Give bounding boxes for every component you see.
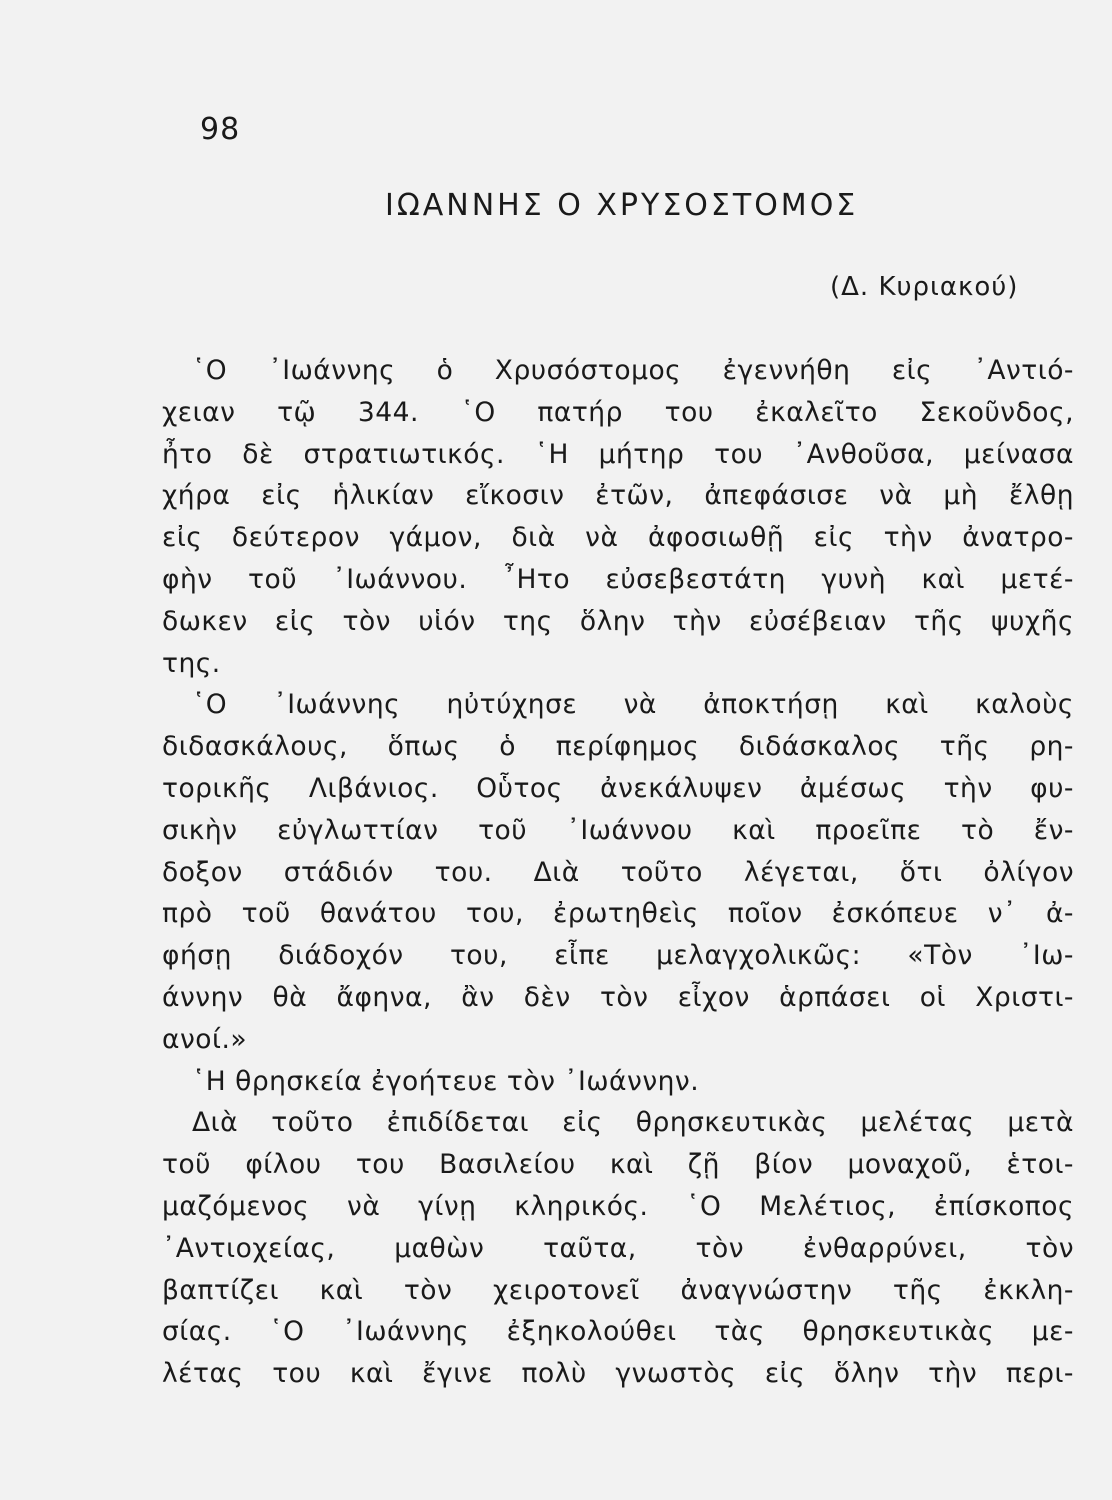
text-line: δοξον στάδιόν του. Διὰ τοῦτο λέγεται, ὅτι ὀλίγον [162, 856, 1074, 888]
text-line: φήσῃ διάδοχόν του, εἶπε μελαγχολικῶς: «Τὸν ᾿Ιω- [162, 940, 1074, 972]
text-line: τορικῆς Λιβάνιος. Οὗτος ἀνεκάλυψεν ἀμέσως τὴν φυ- [162, 772, 1074, 804]
page-number: 98 [200, 112, 241, 147]
text-line: φὴν τοῦ ᾿Ιωάννου. ῏Ητο εὐσεβεστάτη γυνὴ καὶ μετέ- [162, 563, 1074, 595]
text-line: λέτας του καὶ ἔγινε πολὺ γνωστὸς εἰς ὅλην τὴν περι- [162, 1358, 1074, 1390]
text-line: εἰς δεύτερον γάμον, διὰ νὰ ἀφοσιωθῇ εἰς τὴν ἀνατρο- [162, 522, 1074, 554]
text-line: ᾿Αντιοχείας, μαθὼν ταῦτα, τὸν ἐνθαρρύνει, τὸν [162, 1232, 1074, 1264]
text-line: ῾Η θρησκεία ἐγοήτευε τὸν ᾿Ιωάννην. [192, 1065, 700, 1097]
text-line: τοῦ φίλου του Βασιλείου καὶ ζῇ βίον μοναχοῦ, ἑτοι- [162, 1149, 1074, 1181]
author-attribution: (Δ. Κυριακού) [830, 272, 1019, 302]
text-line: άννην θὰ ἄφηνα, ἂν δὲν τὸν εἶχον ἁρπάσει οἱ Χριστι- [162, 981, 1074, 1013]
text-line: δωκεν εἰς τὸν υἱόν της ὅλην τὴν εὐσέβειαν τῆς ψυχῆς [162, 605, 1074, 637]
text-line: ῾Ο ᾿Ιωάννης ὁ Χρυσόστομος ἐγεννήθη εἰς ᾿Αντιό- [192, 355, 1074, 386]
text-line: της. [162, 647, 221, 679]
text-line: πρὸ τοῦ θανάτου του, ἐρωτηθεὶς ποῖον ἐσκόπευε ν᾿ ἀ- [162, 898, 1074, 930]
text-line: ῾Ο ᾿Ιωάννης ηὐτύχησε νὰ ἀποκτήσῃ καὶ καλοὺς [192, 689, 1074, 721]
text-line: ἦτο δὲ στρατιωτικός. ῾Η μήτηρ του ᾿Ανθοῦσα, μείνασα [162, 438, 1074, 470]
text-line: ανοί.» [162, 1023, 248, 1055]
text-line: χήρα εἰς ἡλικίαν εἴκοσιν ἐτῶν, ἀπεφάσισε νὰ μὴ ἔλθῃ [162, 480, 1074, 512]
text-line: βαπτίζει καὶ τὸν χειροτονεῖ ἀναγνώστην τῆς ἐκκλη- [162, 1274, 1074, 1306]
body-text [162, 350, 1074, 1395]
text-line: χειαν τῷ 344. ῾Ο πατήρ του ἐκαλεῖτο Σεκοῦνδος, [162, 396, 1074, 428]
text-line: μαζόμενος νὰ γίνῃ κληρικός. ῾Ο Μελέτιος, ἐπίσκοπος [162, 1190, 1074, 1222]
text-line: σίας. ῾Ο ᾿Ιωάννης ἐξηκολούθει τὰς θρησκευτικὰς με- [162, 1316, 1074, 1348]
text-line: διδασκάλους, ὅπως ὁ περίφημος διδάσκαλος τῆς ρη- [162, 731, 1074, 763]
page-title: ΙΩΑΝΝΗΣ Ο ΧΡΥΣΟΣΤΟΜΟΣ [385, 188, 859, 223]
text-line: Διὰ τοῦτο ἐπιδίδεται εἰς θρησκευτικὰς μελέτας μετὰ [192, 1107, 1074, 1139]
text-line: σικὴν εὐγλωττίαν τοῦ ᾿Ιωάννου καὶ προεῖπε τὸ ἔν- [162, 814, 1074, 846]
